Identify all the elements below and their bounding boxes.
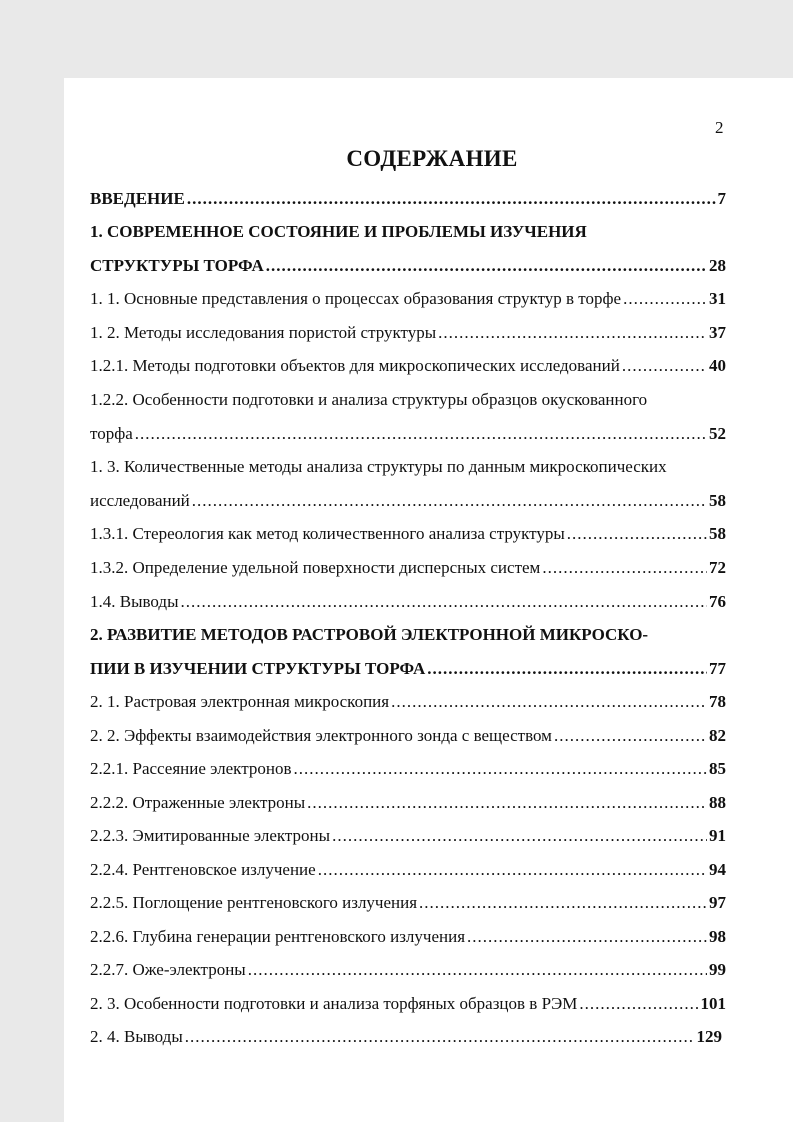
toc-entry-1-3: исследований ..... 58	[90, 491, 726, 511]
toc-entry-2-2: 2. 2. Эффекты взаимодействия электронного зонда с веществом ..... 82	[90, 726, 726, 746]
toc-entry-chapter-1: СТРУКТУРЫ ТОРФА ..... 28	[90, 256, 726, 276]
toc-entry-1-4: 1.4. Выводы ..... 76	[90, 592, 726, 612]
toc-entry-1-2: 1. 2. Методы исследования пористой структуры ..... 37	[90, 323, 726, 343]
toc-entry-2-1: 2. 1. Растровая электронная микроскопия ..... 78	[90, 692, 726, 712]
toc-entry-1-3-1: 1.3.1. Стереология как метод количественного анализа структуры ..... 58	[90, 524, 726, 544]
page-number: 2	[715, 118, 724, 137]
toc-entry-2-2-2: 2.2.2. Отраженные электроны ..... 88	[90, 793, 726, 813]
toc-entry-2-3: 2. 3. Особенности подготовки и анализа торфяных образцов в РЭМ ..... 101	[90, 994, 726, 1014]
toc-entry-2-2-5: 2.2.5. Поглощение рентгеновского излучения ..... 97	[90, 893, 726, 913]
toc-entry-1-2-1: 1.2.1. Методы подготовки объектов для микроскопических исследований ..... 40	[90, 356, 726, 376]
page-title: СОДЕРЖАНИЕ	[346, 146, 518, 171]
toc-entry-2-2-4: 2.2.4. Рентгеновское излучение ..... 94	[90, 860, 726, 880]
toc-entry-2-2-6: 2.2.6. Глубина генерации рентгеновского излучения ..... 98	[90, 927, 726, 947]
toc-entry-1-2-2: торфа ..... 52	[90, 424, 726, 444]
toc-entry-introduction: ВВЕДЕНИЕ ..... 7	[90, 189, 726, 209]
toc-entry-1-3-line1: 1. 3. Количественные методы анализа структуры по данным микроскопических	[90, 457, 667, 476]
toc-entry-2-4: 2. 4. Выводы ..... 129	[90, 1027, 722, 1047]
toc-entry-1-2-2-line1: 1.2.2. Особенности подготовки и анализа структуры образцов окускованного	[90, 390, 648, 409]
toc-entry-2-2-3: 2.2.3. Эмитированные электроны ..... 91	[90, 826, 726, 846]
toc-entry-2-2-7: 2.2.7. Оже-электроны ..... 99	[90, 960, 726, 980]
toc-entry-1-1: 1. 1. Основные представления о процессах образования структур в торфе ..... 31	[90, 289, 726, 309]
toc-entry-chapter-2: ПИИ В ИЗУЧЕНИИ СТРУКТУРЫ ТОРФА ..... 77	[90, 659, 726, 679]
toc-entry-2-2-1: 2.2.1. Рассеяние электронов ..... 85	[90, 759, 726, 779]
toc-chapter-2-heading: 2. РАЗВИТИЕ МЕТОДОВ РАСТРОВОЙ ЭЛЕКТРОННОЙ МИКРОСКО-	[90, 625, 649, 644]
toc-entry-1-3-2: 1.3.2. Определение удельной поверхности дисперсных систем ..... 72	[90, 558, 726, 578]
toc-chapter-1-heading: 1. СОВРЕМЕННОЕ СОСТОЯНИЕ И ПРОБЛЕМЫ ИЗУЧЕНИЯ	[90, 222, 587, 241]
